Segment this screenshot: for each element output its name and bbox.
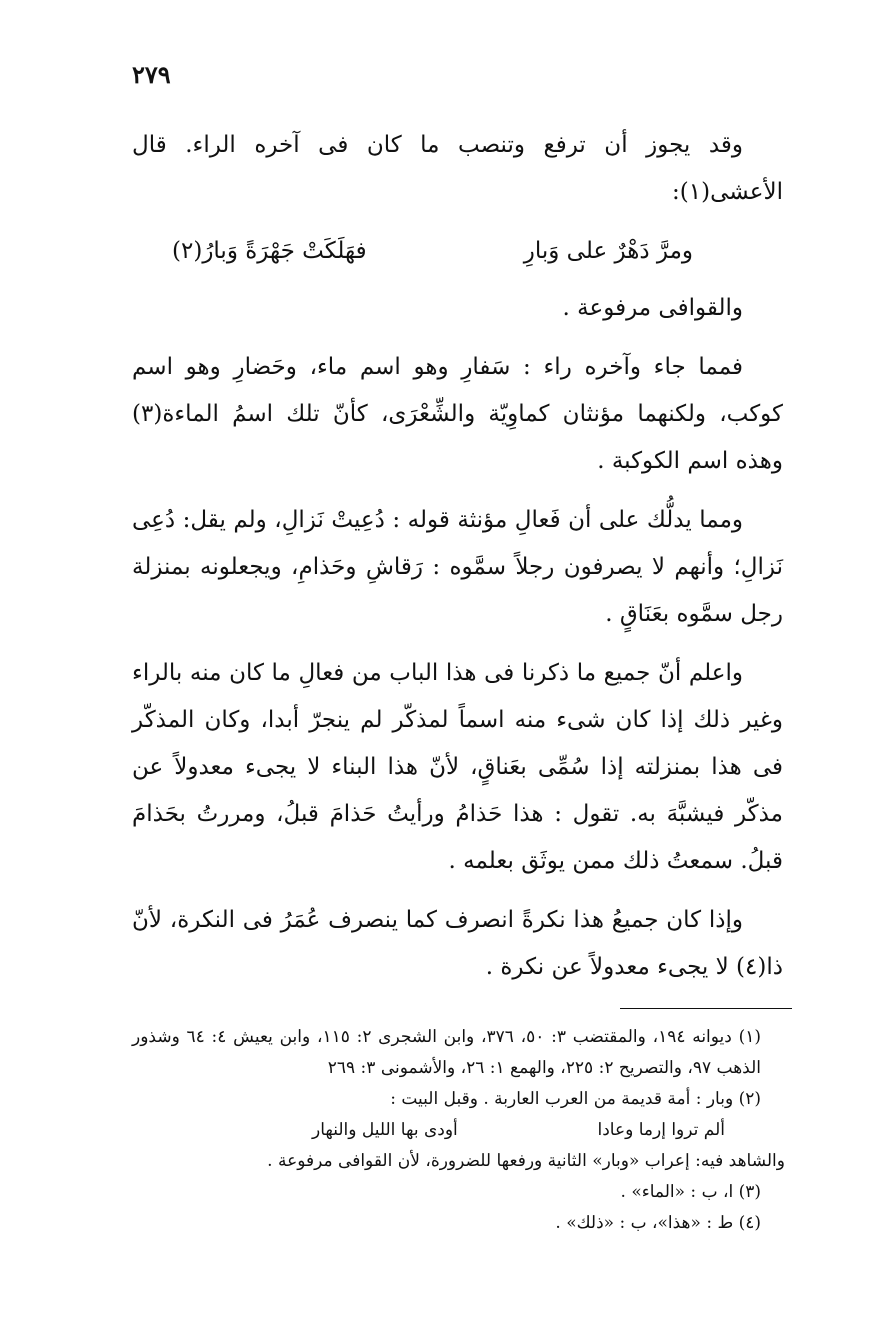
main-text <box>132 122 783 1003</box>
paragraph-4: ومما يدلُّك على أن فَعالِ مؤنثة قوله : دُعِيتْ نَزالِ، ولم يقل: دُعِى نَزالِ؛ وأنهم لا يصرفون رجلاً سمَّوه : رَقاشِ وحَذامِ، ويجعلونه بمنزلة رجل سمَّوه بعَنَاقٍ . <box>132 507 783 627</box>
footnote-1: (١) ديوانه ١٩٤، والمقتضب ٣: ٥٠، ٣٧٦، وابن الشجرى ٢: ١١٥، وابن يعيش ٤: ٦٤ وشذور الذهب ٩٧، والتصريح ٢: ٢٢٥، والهمع ١: ٢٦، والأشمونى ٣: ٢٦٩ <box>132 1027 762 1078</box>
verse-second-hemistich: فهَلَكَتْ جَهْرَةً وَبارُ(٢) <box>172 238 367 264</box>
paragraph-3: فمما جاء وآخره راء : سَفارِ وهو اسم ماء، وحَضارِ وهو اسم كوكب، ولكنهما مؤنثان كماوِيّة والشِّعْرَى، كأنّ تلك اسمُ الماءة(٣) وهذه اسم الكوكبة . <box>132 354 783 474</box>
footnote-2-intro: (٢) وبار : أمة قديمة من العرب العاربة . وقبل البيت : <box>390 1089 761 1109</box>
footnote-divider <box>620 1008 792 1009</box>
paragraph-2: والقوافى مرفوعة . <box>562 295 743 321</box>
verse-first-hemistich: ومرَّ دَهْرٌ على وَبارِ <box>523 238 693 264</box>
paragraph-5: واعلم أنّ جميع ما ذكرنا فى هذا الباب من فعالِ ما كان منه بالراء وغير ذلك إذا كان شىء منه اسماً لمذكّر لم ينجرّ أبدا، وكان المذكّر فى هذا بمنزلته إذا سُمِّى بعَناقٍ، لأنّ هذا البناء لا يجىء معدولاً عن مذكّر فيشبَّهَ به. تقول : هذا حَذامُ ورأيتُ حَذامَ قبلُ، ومررتُ بحَذامَ قبلُ. سمعتُ ذلك ممن يوثَق بعلمه . <box>132 660 783 874</box>
paragraph-1: وقد يجوز أن ترفع وتنصب ما كان فى آخره الراء. قال الأعشى(١): <box>132 132 783 205</box>
footnote-verse-first: ألم تروا إرما وعادا <box>597 1120 725 1140</box>
footnotes <box>132 1022 785 1239</box>
footnote-2-witness: والشاهد فيه: إعراب «وبار» الثانية ورفعها للضرورة، لأن القوافى مرفوعة . <box>267 1151 785 1171</box>
paragraph-6: وإذا كان جميعُ هذا نكرةً انصرف كما ينصرف عُمَرُ فى النكرة، لأنّ ذا(٤) لا يجىء معدولاً عن نكرة . <box>132 907 783 980</box>
footnote-3: (٣) ا، ب : «الماء» . <box>620 1182 761 1202</box>
footnote-4: (٤) ط : «هذا»، ب : «ذلك» . <box>555 1213 761 1233</box>
footnote-2-verse <box>132 1115 785 1146</box>
poetry-verse <box>132 228 783 275</box>
footnote-verse-second: أودى بها الليل والنهار <box>312 1120 458 1140</box>
page-number: ٢٧٩ <box>132 60 171 89</box>
